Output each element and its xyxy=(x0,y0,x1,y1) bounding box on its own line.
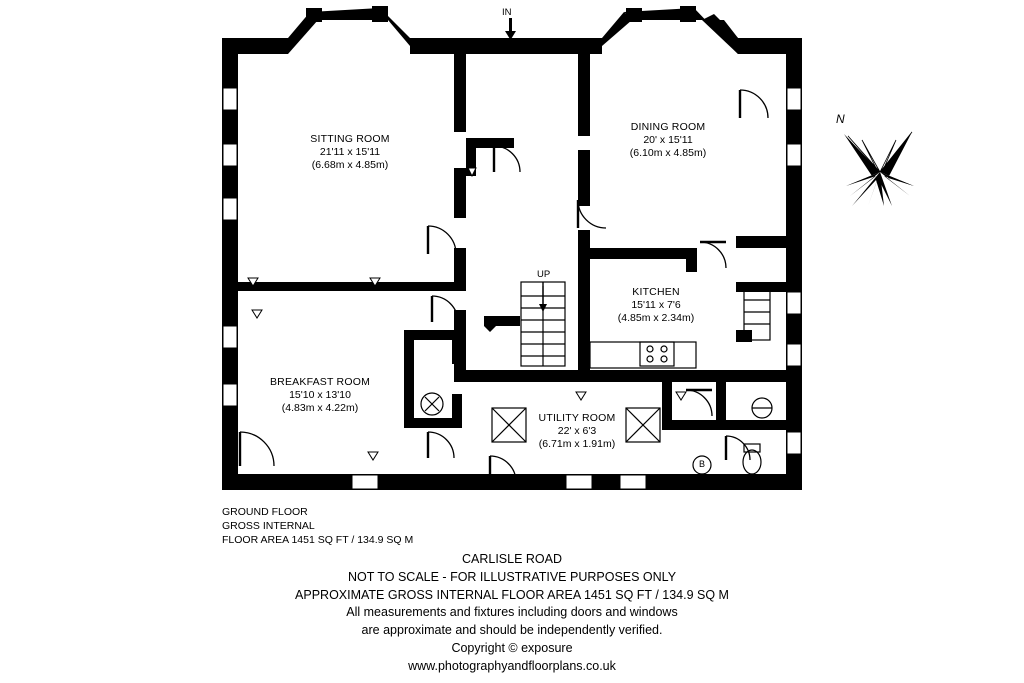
room-dim-metric-breakfast-room: (4.83m x 4.22m) xyxy=(281,401,359,414)
footer-disclaimer-2: All measurements and fixtures including doors and windows xyxy=(346,605,678,620)
stairs-up-label: UP xyxy=(537,269,551,280)
room-label-dining-room xyxy=(588,121,748,159)
bay-window-right xyxy=(602,6,738,54)
footer-disclaimer-3: are approximate and should be independently verified. xyxy=(361,623,663,637)
entrance-marker-label: IN xyxy=(502,7,512,18)
boiler-label: B xyxy=(699,459,706,469)
room-name-dining-room: DINING ROOM xyxy=(630,121,706,133)
footer-copyright: Copyright © exposure xyxy=(451,640,573,655)
room-name-utility-room: UTILITY ROOM xyxy=(538,412,616,424)
room-name-kitchen: KITCHEN xyxy=(632,286,680,298)
floor-block-line-1: GROUND FLOOR xyxy=(222,506,308,518)
staircase xyxy=(521,282,565,366)
bay-window-left xyxy=(288,6,410,54)
floor-block-line-3: FLOOR AREA 1451 SQ FT / 134.9 SQ M xyxy=(222,534,414,546)
room-dim-imperial-utility-room: 22' x 6'3 xyxy=(557,424,597,437)
footer-website[interactable]: www.photographyandfloorplans.co.uk xyxy=(408,658,616,673)
room-dim-metric-dining-room: (6.10m x 4.85m) xyxy=(629,146,707,159)
room-name-sitting-room: SITTING ROOM xyxy=(310,133,390,145)
room-dim-imperial-sitting-room: 21'11 x 15'11 xyxy=(319,145,381,158)
compass-north-label: N xyxy=(836,112,845,126)
room-dim-imperial-breakfast-room: 15'10 x 13'10 xyxy=(289,388,351,401)
room-label-utility-room xyxy=(497,412,657,450)
room-dim-metric-utility-room: (6.71m x 1.91m) xyxy=(538,437,616,450)
room-name-breakfast-room: BREAKFAST ROOM xyxy=(269,376,371,388)
room-dim-metric-sitting-room: (6.68m x 4.85m) xyxy=(311,158,389,171)
room-dim-imperial-dining-room: 20' x 15'11 xyxy=(643,133,693,146)
breakfast-room-fitting xyxy=(421,393,443,415)
room-label-kitchen xyxy=(576,286,736,324)
footer-disclaimer-1: NOT TO SCALE - FOR ILLUSTRATIVE PURPOSES ONLY xyxy=(347,569,677,584)
footer-block xyxy=(0,551,1024,675)
compass-rose xyxy=(844,132,914,206)
room-dim-imperial-kitchen: 15'11 x 7'6 xyxy=(631,298,681,311)
entrance-arrow xyxy=(505,18,516,40)
room-label-breakfast-room xyxy=(240,376,400,414)
footer-area: APPROXIMATE GROSS INTERNAL FLOOR AREA 1451 SQ FT / 134.9 SQ M xyxy=(295,587,729,602)
floor-block-line-2: GROSS INTERNAL xyxy=(222,520,315,532)
room-label-sitting-room xyxy=(270,133,430,171)
room-dim-metric-kitchen: (4.85m x 2.34m) xyxy=(617,311,695,324)
footer-title: CARLISLE ROAD xyxy=(461,552,563,566)
